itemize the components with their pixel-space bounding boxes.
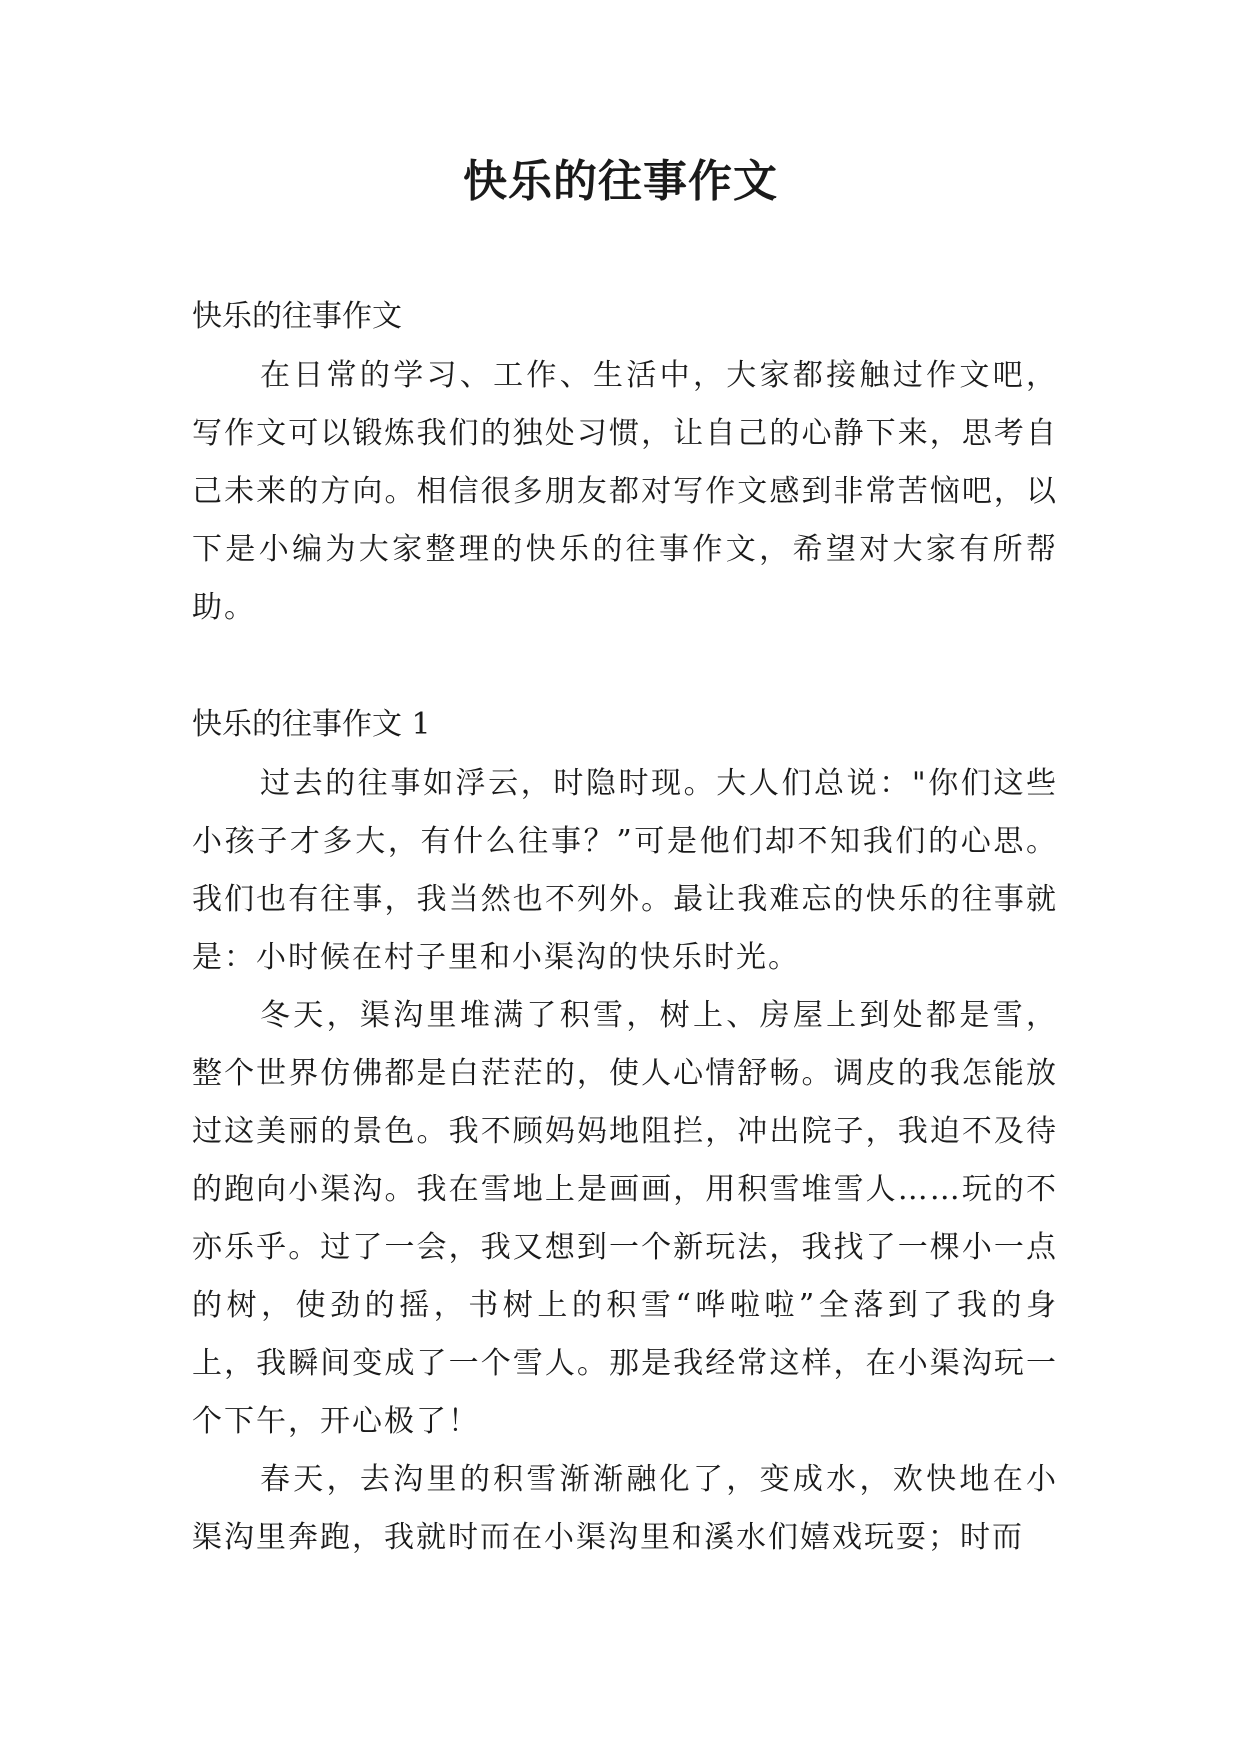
section-spacer	[192, 637, 1058, 695]
intro-paragraph: 在日常的学习、工作、生活中，大家都接触过作文吧，写作文可以锻炼我们的独处习惯，让自己的心静下来，思考自己未来的方向。相信很多朋友都对写作文感到非常苦恼吧，以下是小编为大家整理的快乐的往事作文，希望对大家有所帮助。	[192, 358, 1058, 625]
section-paragraph-1: 过去的往事如浮云，时隐时现。大人们总说："你们这些小孩子才多大，有什么往事？”可是他们却不知我们的心思。我们也有往事，我当然也不列外。最让我难忘的快乐的往事就是：小时候在村子里和小渠沟的快乐时光。	[192, 766, 1058, 975]
document-title: 快乐的往事作文	[463, 156, 778, 207]
document-body	[192, 287, 1058, 1567]
section-heading: 快乐的往事作文 1	[192, 707, 431, 742]
document-subtitle: 快乐的往事作文	[192, 299, 402, 334]
section-paragraph-3: 春天，去沟里的积雪渐渐融化了，变成水，欢快地在小渠沟里奔跑，我就时而在小渠沟里和溪水们嬉戏玩耍；时而	[192, 1462, 1058, 1555]
section-paragraph-2: 冬天，渠沟里堆满了积雪，树上、房屋上到处都是雪，整个世界仿佛都是白茫茫的，使人心情舒畅。调皮的我怎能放过这美丽的景色。我不顾妈妈地阻拦，冲出院子，我迫不及待的跑向小渠沟。我在雪地上是画画，用积雪堆雪人……玩的不亦乐乎。过了一会，我又想到一个新玩法，我找了一棵小一点的树，使劲的摇，书树上的积雪“哗啦啦”全落到了我的身上，我瞬间变成了一个雪人。那是我经常这样，在小渠沟玩一个下午，开心极了！	[192, 998, 1058, 1439]
